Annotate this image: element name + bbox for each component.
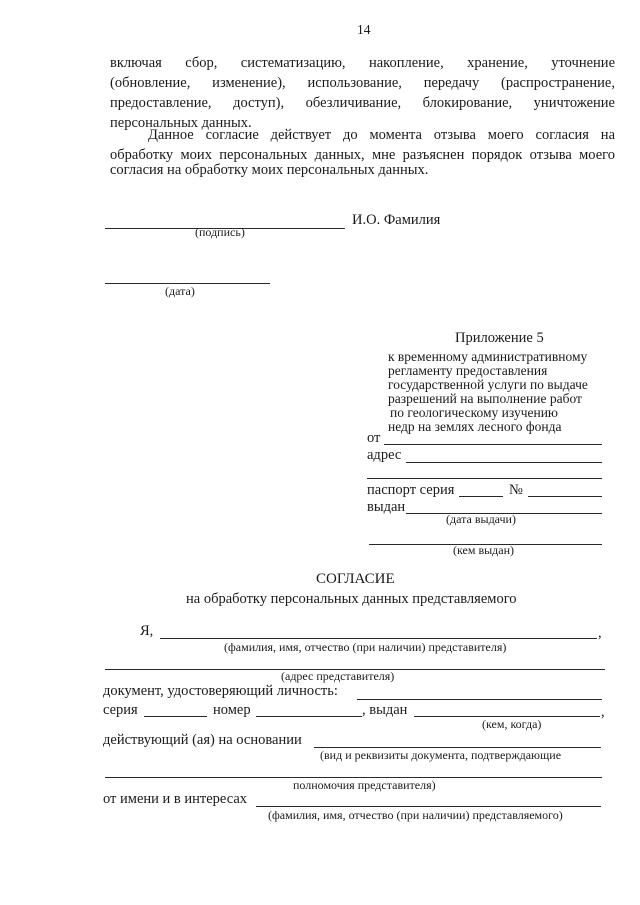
issued-by-caption: (кем выдан) [453,543,515,557]
date-caption: (дата) [165,284,195,298]
who-when-caption: (кем, когда) [482,717,542,731]
issued-label: выдан [367,499,406,515]
on-behalf-label: от имени и в интересах [103,791,248,807]
appendix-ref-line: государственной услуги по выдаче [388,377,588,392]
series-label: серия [103,702,138,718]
address-caption: (адрес представителя) [281,669,395,683]
document-caption: (вид и реквизиты документа, подтверждающие [320,748,562,762]
appendix-ref-line: по геологическому изучению [390,405,559,420]
series-field[interactable] [144,716,207,717]
para1-line2: (обновление, изменение), использование, передачу (распространение, [110,75,615,91]
authority-caption: полномочия представителя) [293,778,436,792]
signatory-name: И.О. Фамилия [352,212,441,228]
para1-line1: включая сбор, систематизацию, накопление, хранение, уточнение [110,55,615,71]
id-document-field[interactable] [357,699,602,700]
comma: , [598,625,602,641]
address-label: адрес [367,447,402,463]
passport-number-label: № [509,482,523,498]
passport-series-label: паспорт серия [367,482,455,498]
page-number: 14 [357,22,371,37]
consent-subtitle: на обработку персональных данных представляемого [186,591,517,607]
from-field[interactable] [384,444,602,445]
represented-person-field[interactable] [256,806,601,807]
number-field[interactable] [256,716,362,717]
para2-line1: Данное согласие действует до момента отзыва моего согласия на [148,127,615,143]
appendix-ref-line: недр на землях лесного фонда [388,419,562,434]
para2-line2: обработку моих персональных данных, мне разъяснен порядок отзыва моего [110,147,615,163]
address-field[interactable] [406,462,602,463]
represented-caption: (фамилия, имя, отчество (при наличии) представляемого) [268,808,563,822]
para1-line3: предоставление, доступ), обезличивание, блокирование, уничтожение [110,95,615,111]
id-document-label: документ, удостоверяющий личность: [103,683,338,699]
para2-line3: согласия на обработку моих персональных данных. [110,162,429,178]
address-field-2[interactable] [367,478,602,479]
passport-series-field[interactable] [459,496,503,497]
comma-2: , [601,704,605,720]
appendix-ref-line: разрешений на выполнение работ [388,391,582,406]
from-label: от [367,430,381,446]
signature-caption: (подпись) [195,225,245,239]
issue-date-caption: (дата выдачи) [446,512,516,526]
acting-basis-label: действующий (ая) на основании [103,732,302,748]
representative-name-field[interactable] [160,638,597,639]
appendix-title: Приложение 5 [455,330,544,346]
appendix-reference [388,350,588,434]
appendix-ref-line: регламенту предоставления [388,363,548,378]
issued-by-label: , выдан [362,702,408,718]
number-label: номер [213,702,251,718]
appendix-ref-line: к временному административному [388,349,588,364]
i-label: Я, [140,623,154,639]
fio-caption: (фамилия, имя, отчество (при наличии) представителя) [224,640,507,654]
para1-line4: персональных данных. [110,115,252,131]
passport-number-field[interactable] [528,496,602,497]
consent-title: СОГЛАСИЕ [316,571,395,587]
